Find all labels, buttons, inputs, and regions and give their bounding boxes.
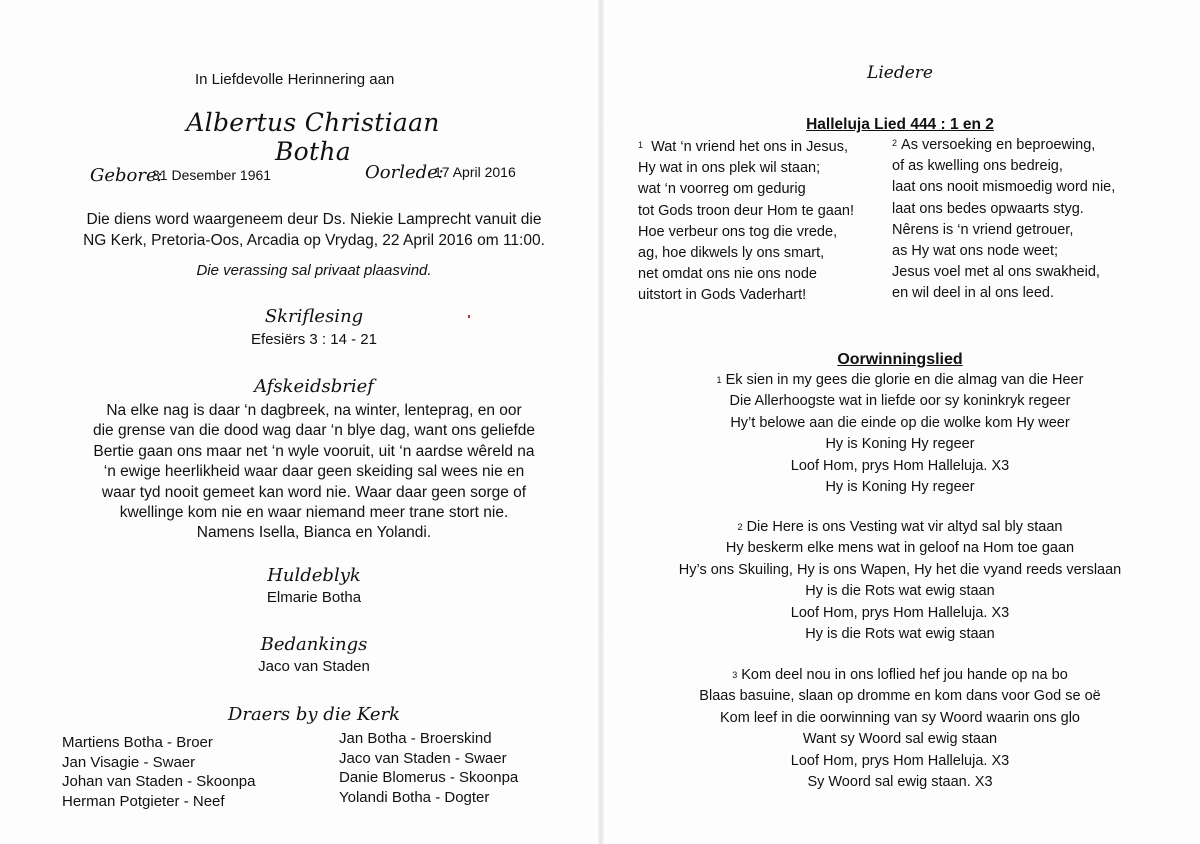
service-line: Die diens word waargeneem deur Ds. Niekie Lamprecht vanuit die [86, 211, 542, 228]
private-note: Die verassing sal privaat plaasvind. [196, 262, 432, 279]
verse-line: As versoeking en beproewing, [901, 137, 1096, 153]
bearer-item: Danie Blomerus - Skoonpa [339, 769, 519, 786]
letter-line: Bertie gaan ons maar net ‘n wyle vooruit, uit ‘n aardse wêreld na [93, 442, 535, 460]
hymn-verse-1 [638, 137, 854, 307]
died-label: Oorlede: [365, 162, 444, 183]
bearer-item: Johan van Staden - Skoonpa [62, 773, 256, 790]
verse-line: of as kwelling ons bedreig, [892, 158, 1063, 175]
bearers-list-right [339, 729, 518, 807]
bearers-list-left [62, 733, 255, 811]
stanza-line: Die Here is ons Vesting wat vir altyd sal bly staan [746, 519, 1063, 535]
song-stanza-1 [620, 370, 1180, 498]
letter-line: kwellinge kom nie en waar niemand meer trane stort nie. [119, 504, 509, 522]
bearer-item: Jaco van Staden - Swaer [339, 749, 507, 767]
bearers-heading: Draers by die Kerk [227, 704, 401, 725]
verse-line: net omdat ons nie ons node [638, 266, 817, 283]
verse-line: Wat ‘n vriend het ons in Jesus, [651, 139, 848, 155]
thanks-heading: Bedankings [260, 634, 368, 655]
verse-line: ag, hoe dikwels ly ons smart, [638, 245, 825, 262]
deceased-name: Albertus Christiaan Botha [186, 108, 440, 166]
stanza-line: Hy is die Rots wat ewig staan [805, 583, 995, 600]
bearer-item: Martiens Botha - Broer [62, 734, 213, 751]
intro-line: In Liefdevolle Herinnering aan [195, 71, 395, 88]
verse-line: tot Gods troon deur Hom te gaan! [638, 202, 855, 219]
stanza-line: Blaas basuine, slaan op dromme en kom dans voor God se oë [699, 688, 1101, 705]
verse-line: Hy wat in ons plek wil staan; [638, 160, 821, 177]
thanks-name: Jaco van Staden [258, 658, 370, 675]
stanza-line: Hy’t belowe aan die einde op die wolke kom Hy weer [730, 414, 1070, 431]
stanza-line: Hy is Koning Hy regeer [825, 479, 975, 496]
bearer-item: Herman Potgieter - Neef [62, 792, 225, 810]
verse-line: wat ‘n voorreg om gedurig [638, 181, 806, 198]
song-stanza-3 [620, 665, 1180, 793]
stanza-number: 3 [732, 670, 738, 680]
died-date: 17 April 2016 [434, 164, 516, 180]
stanza-line: Die Allerhoogste wat in liefde oor sy koninkryk regeer [729, 393, 1071, 410]
letter-line: die grense van die dood wag daar ‘n blye dag, want ons geliefde [92, 422, 536, 440]
bearer-item: Yolandi Botha - Dogter [339, 788, 490, 806]
verse-line: as Hy wat ons node weet; [892, 243, 1059, 260]
letter-line: Na elke nag is daar ‘n dagbreek, na winter, lenteprag, en oor [106, 402, 522, 419]
song-title: Oorwinningslied [837, 351, 963, 368]
stanza-line: Loof Hom, prys Hom Halleluja. X3 [790, 604, 1010, 621]
letter-line: Namens Isella, Bianca en Yolandi. [196, 524, 432, 542]
page-fold [598, 0, 604, 844]
verse-line: en wil deel in al ons leed. [892, 285, 1055, 302]
verse-line: uitstort in Gods Vaderhart! [638, 287, 807, 304]
born-label: Gebore: [90, 165, 163, 186]
stanza-line: Want sy Woord sal ewig staan [802, 731, 998, 748]
letter-line: ‘n ewige heerlikheid waar daar geen skeiding sal wees nie en [103, 463, 525, 481]
song-stanza-2 [620, 517, 1180, 645]
stanza-line: Loof Hom, prys Hom Halleluja. X3 [790, 752, 1010, 769]
hymn-verse-2 [892, 135, 1115, 305]
verse-number: 1 [638, 140, 644, 150]
tribute-name: Elmarie Botha [266, 589, 362, 606]
letter-heading: Afskeidsbrief [254, 376, 374, 397]
reading-reference: Efesiërs 3 : 14 - 21 [251, 331, 377, 348]
bearer-item: Jan Visagie - Swaer [62, 753, 196, 771]
stanza-line: Kom leef in die oorwinning van sy Woord waarin ons glo [719, 709, 1080, 726]
hymn-title: Halleluja Lied 444 : 1 en 2 [806, 116, 994, 133]
stanza-line: Kom deel nou in ons loflied hef jou hande op na bo [741, 667, 1068, 683]
stanza-number: 1 [716, 375, 722, 385]
reading-heading: Skriflesing [264, 306, 364, 327]
verse-line: Hoe verbeur ons tog die vrede, [638, 223, 838, 240]
stanza-line: Hy’s ons Skuiling, Hy is ons Wapen, Hy het die vyand reeds verslaan [678, 561, 1122, 578]
verse-line: laat ons bedes opwaarts styg. [892, 200, 1084, 217]
verse-number: 2 [892, 138, 898, 148]
stanza-line: Hy is die Rots wat ewig staan [805, 626, 995, 643]
born-date: 31 Desember 1961 [152, 167, 272, 183]
letter-line: waar tyd nooit gemeet kan word nie. Waar daar geen sorge of [101, 483, 527, 501]
stanza-line: Ek sien in my gees die glorie en die almag van die Heer [725, 372, 1084, 388]
stanza-line: Hy is Koning Hy regeer [825, 436, 975, 453]
songs-heading: Liedere [867, 63, 933, 83]
verse-line: Nêrens is ‘n vriend getrouer, [892, 221, 1074, 238]
stanza-line: Hy beskerm elke mens wat in geloof na Hom toe gaan [725, 540, 1075, 557]
stanza-line: Sy Woord sal ewig staan. X3 [807, 774, 993, 791]
verse-line: laat ons nooit mismoedig word nie, [892, 179, 1116, 196]
bearer-item: Jan Botha - Broerskind [339, 730, 492, 747]
farewell-letter [40, 401, 588, 544]
verse-line: Jesus voel met al ons swakheid, [892, 264, 1100, 281]
service-line: NG Kerk, Pretoria-Oos, Arcadia op Vrydag, 22 April 2016 om 11:00. [83, 232, 545, 249]
tribute-heading: Huldeblyk [267, 565, 361, 586]
service-details [40, 209, 588, 251]
stanza-number: 2 [737, 522, 743, 532]
stanza-line: Loof Hom, prys Hom Halleluja. X3 [790, 457, 1010, 474]
